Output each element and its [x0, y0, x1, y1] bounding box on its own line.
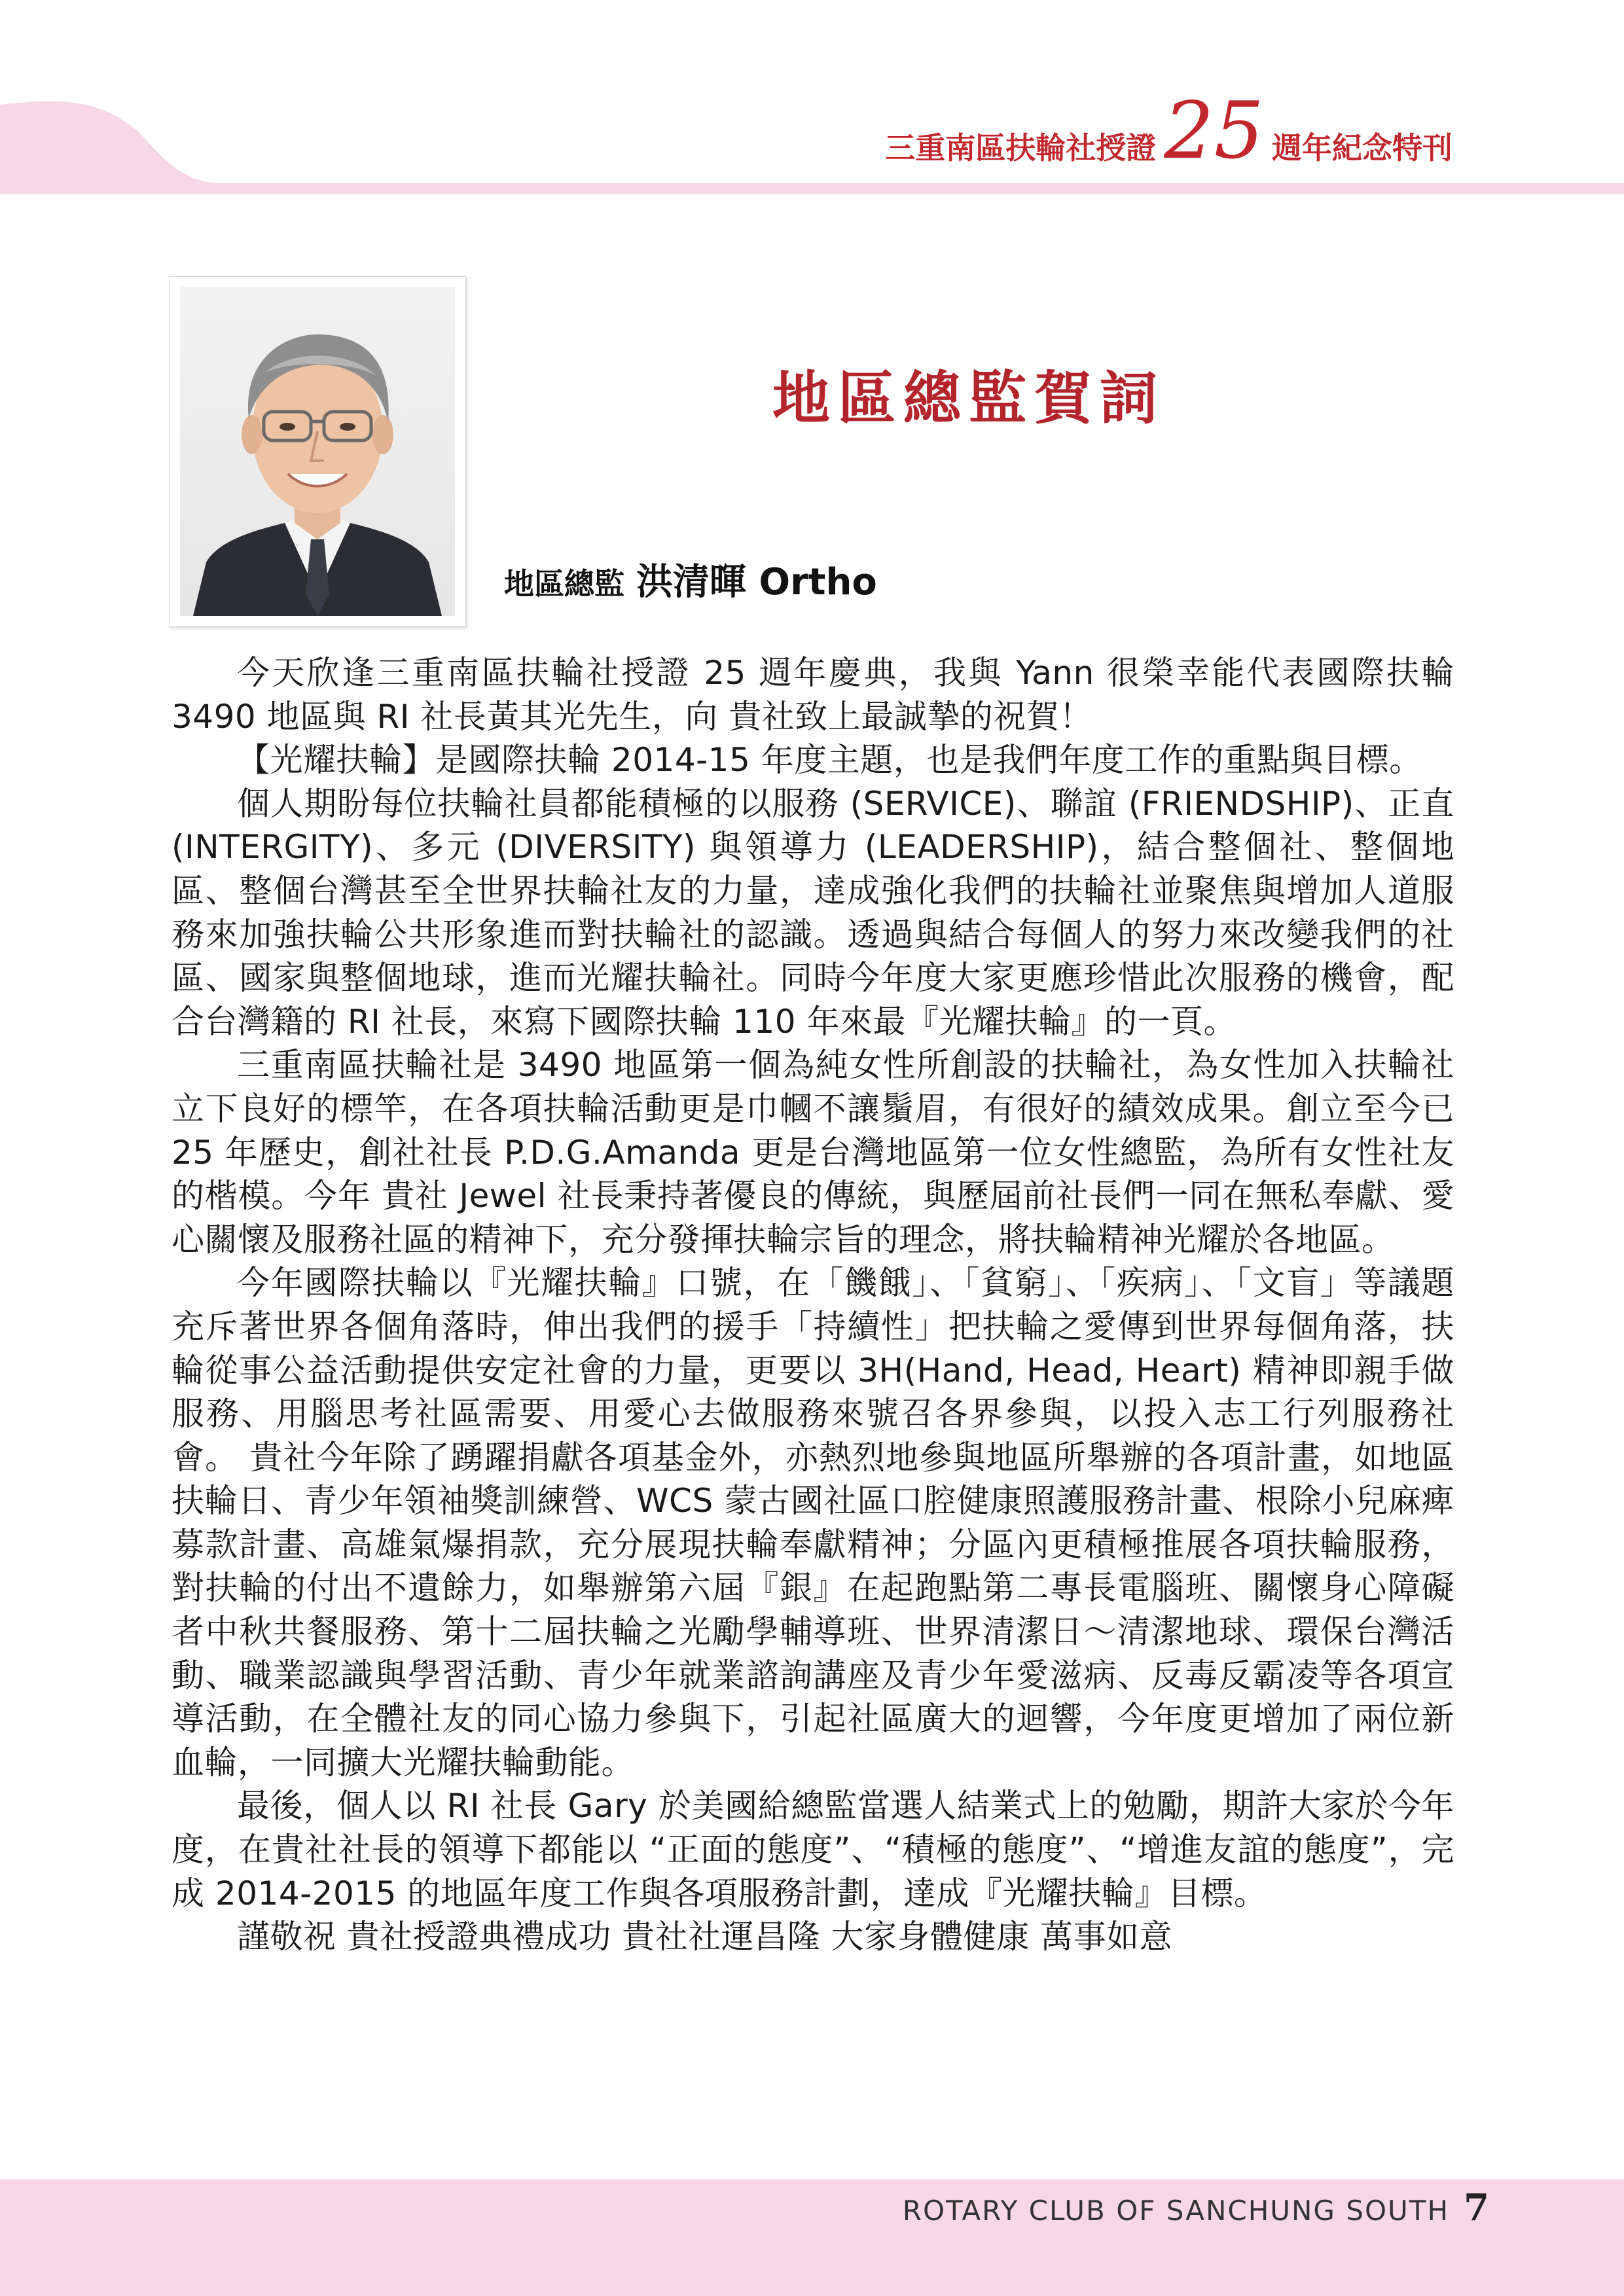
portrait-image [180, 287, 455, 616]
footer-club-name: ROTARY CLUB OF SANCHUNG SOUTH [902, 2195, 1450, 2227]
page-footer [903, 2186, 1489, 2229]
page-header [0, 0, 1624, 196]
paragraph: 三重南區扶輪社是 3490 地區第一個為純女性所創設的扶輪社，為女性加入扶輪社立下良好的標竿，在各項扶輪活動更是巾幗不讓鬚眉，有很好的績效成果。創立至今已 25 年歷史，創社社長 P.D.G.Amanda 更是台灣地區第一位女性總監，為所有女性社友的楷模。今年 貴社 Jewel 社長秉持著優良的傳統，與歷屆前社長們一同在無私奉獻、愛心關懷及服務社區的精神下，充分發揮扶輪宗旨的理念，將扶輪精神光耀於各地區。 [171, 1046, 1454, 1259]
byline [504, 561, 877, 603]
article-body [171, 651, 1454, 1959]
article-title: 地區總監賀詞 [772, 365, 1166, 432]
portrait-photo [169, 276, 466, 627]
page-number: 7 [1464, 2186, 1489, 2229]
closing-paragraph: 謹敬祝 貴社授證典禮成功 貴社社運昌隆 大家身體健康 萬事如意 [237, 1918, 1173, 1956]
paragraph: 最後，個人以 RI 社長 Gary 於美國給總監當選人結業式上的勉勵，期許大家於今年度，在貴社社長的領導下都能以 “正面的態度”、“積極的態度”、“增進友誼的態度”，完成 2014-2015 的地區年度工作與各項服務計劃，達成『光耀扶輪』目標。 [171, 1787, 1454, 1912]
byline-role: 地區總監 [504, 566, 624, 601]
publication-title-prefix: 三重南區扶輪社授證 [885, 130, 1157, 166]
paragraph: 今天欣逢三重南區扶輪社授證 25 週年慶典，我與 Yann 很榮幸能代表國際扶輪 3490 地區與 RI 社長黃其光先生，向 貴社致上最誠摯的祝賀！ [171, 654, 1454, 736]
publication-title-suffix: 週年紀念特刊 [1272, 130, 1453, 166]
byline-name: 洪清暉 Ortho [636, 561, 877, 603]
paragraph: 個人期盼每位扶輪社員都能積極的以服務 (SERVICE)、聯誼 (FRIENDSHIP)、正直 (INTERGITY)、多元 (DIVERSITY) 與領導力 (LEADERSHIP)，結合整個社、整個地區、整個台灣甚至全世界扶輪社友的力量，達成強化我們的扶輪社並聚焦與增加人道服務來加強扶輪公共形象進而對扶輪社的認識。透過與結合每個人的努力來改變我們的社區、國家與整個地球，進而光耀扶輪社。同時今年度大家更應珍惜此次服務的機會，配合台灣籍的 RI 社長，來寫下國際扶輪 110 年來最『光耀扶輪』的一頁。 [171, 784, 1454, 1041]
publication-anniversary-number: 25 [1164, 86, 1264, 177]
paragraph: 【光耀扶輪】是國際扶輪 2014-15 年度主題，也是我們年度工作的重點與目標。 [237, 741, 1422, 780]
publication-title [885, 86, 1453, 193]
paragraph: 今年國際扶輪以『光耀扶輪』口號，在「饑餓」、「貧窮」、「疾病」、「文盲」等議題充斥著世界各個角落時，伸出我們的援手「持續性」把扶輪之愛傳到世界每個角落，扶輪從事公益活動提供安定社會的力量，更要以 3H(Hand, Head, Heart) 精神即親手做服務、用腦思考社區需要、用愛心去做服務來號召各界參與，以投入志工行列服務社會。 貴社今年除了踴躍捐獻各項基金外，亦熱烈地參與地區所舉辦的各項計畫，如地區扶輪日、青少年領袖獎訓練營、WCS 蒙古國社區口腔健康照護服務計畫、根除小兒麻痺募款計畫、高雄氣爆捐款，充分展現扶輪奉獻精神；分區內更積極推展各項扶輪服務，對扶輪的付出不遺餘力，如舉辦第六屆『銀』在起跑點第二專長電腦班、關懷身心障礙者中秋共餐服務、第十二屆扶輪之光勵學輔導班、世界清潔日～清潔地球、環保台灣活動、職業認識與學習活動、青少年就業諮詢講座及青少年愛滋病、反毒反霸凌等各項宣導活動，在全體社友的同心協力參與下，引起社區廣大的迴響，今年度更增加了兩位新血輪，一同擴大光耀扶輪動能。 [171, 1264, 1454, 1782]
